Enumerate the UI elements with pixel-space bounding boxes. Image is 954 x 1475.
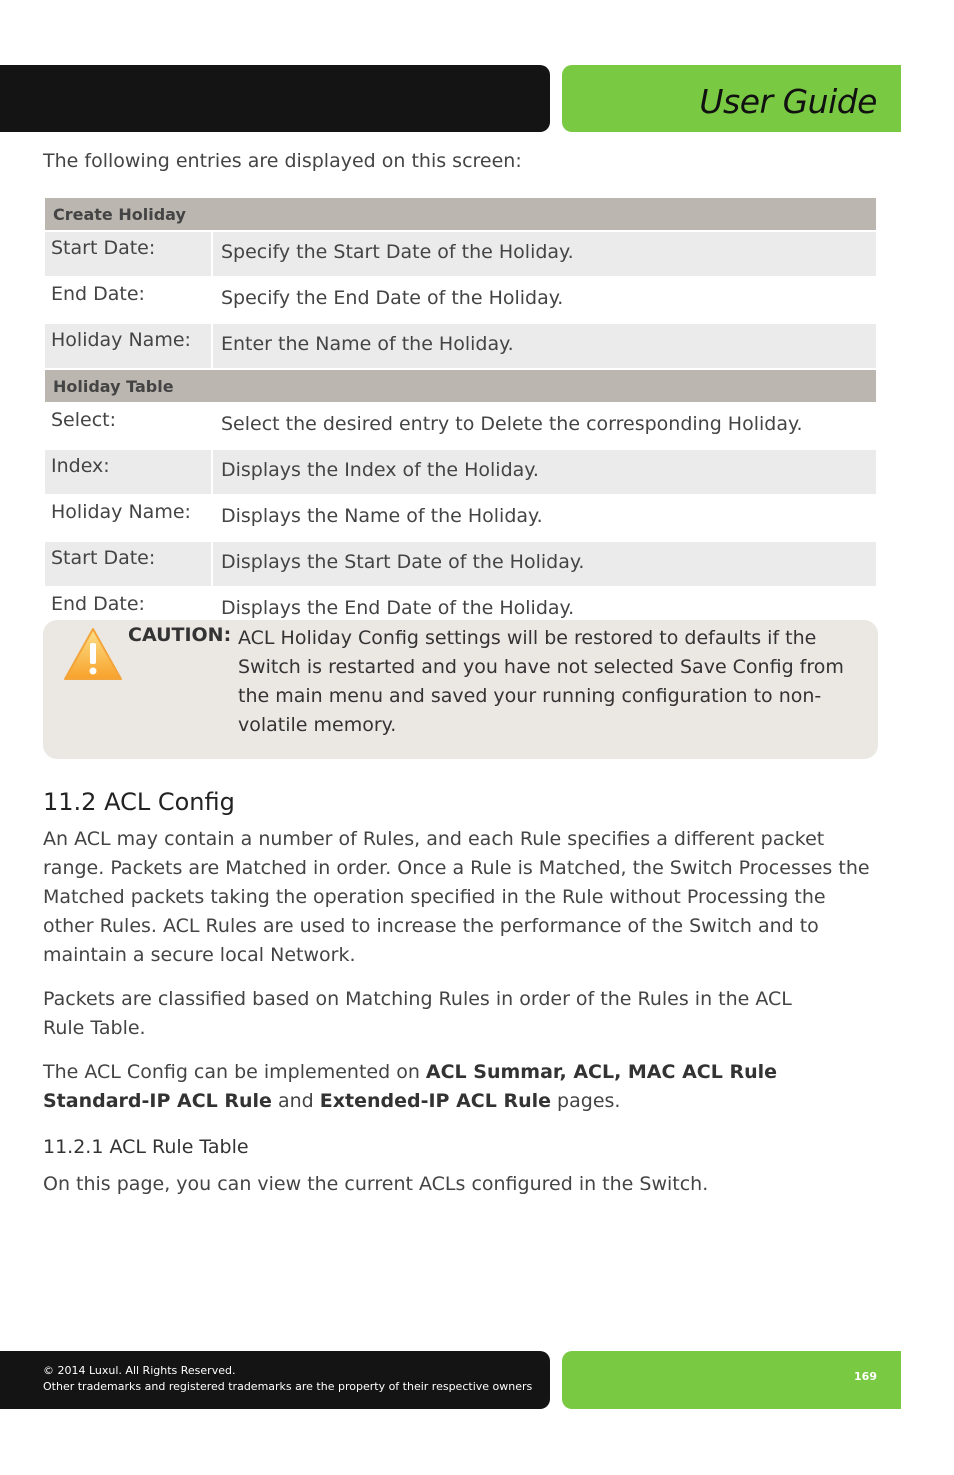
trademark-text: Other trademarks and registered trademarks are the property of their respective owners [43,1380,533,1393]
doc-title: User Guide [699,82,877,121]
table-row [45,232,876,276]
row-value: Select the desired entry to Delete the corresponding Holiday. [213,404,876,448]
page-number: 169 [854,1370,877,1383]
caution-text: ACL Holiday Config settings will be restored to defaults if the Switch is restarted and you have not selected Save Config from the main menu and saved your running configuration to non-volatile memory. [238,627,844,736]
footer-black-bar [0,1351,550,1409]
table-section-header [45,370,876,402]
section-label: Create Holiday [45,198,876,230]
footer-copyright [43,1363,532,1395]
row-key: End Date: [45,278,211,322]
row-key: Start Date: [45,542,211,586]
p3-bold-pages: ACL Summar, ACL, MAC ACL Rule Standard-IP ACL Rule [43,1061,777,1112]
p3-text-mid: and [271,1090,320,1112]
table-row [45,542,876,586]
section-paragraph-1: An ACL may contain a number of Rules, and each Rule specifies a different packet range. Packets are Matched in order. Once a Rule is Matched, the Switch Processes the Matched packets taking the operation specified in the Rule without Processing the other Rules. ACL Rules are used to increase the performance of the Switch and to maintain a secure local Network. [43,828,870,966]
table-row [45,450,876,494]
intro-text: The following entries are displayed on this screen: [43,150,522,172]
footer-green-bar [562,1351,901,1409]
caution-label: CAUTION: [128,624,232,646]
section-paragraph-2: Packets are classified based on Matching Rules in order of the Rules in the ACL Rule Table. [43,988,792,1039]
section-title: 11.2 ACL Config [43,788,235,816]
row-key: Holiday Name: [45,496,211,540]
row-value: Displays the Index of the Holiday. [213,450,876,494]
row-value: Enter the Name of the Holiday. [213,324,876,368]
warning-triangle-icon [62,626,124,682]
p3-text-pre: The ACL Config can be implemented on [43,1061,426,1083]
row-value: Displays the End Date of the Holiday. [213,588,876,632]
row-key: End Date: [45,588,211,632]
entries-table [43,196,878,634]
table-section-header [45,198,876,230]
table-row [45,496,876,540]
p3-bold-extended: Extended-IP ACL Rule [319,1090,552,1112]
row-key: Select: [45,404,211,448]
table-row [45,278,876,322]
caution-box [43,620,878,759]
row-key: Start Date: [45,232,211,276]
row-value: Displays the Name of the Holiday. [213,496,876,540]
p3-text-post: pages. [551,1090,621,1112]
row-key: Holiday Name: [45,324,211,368]
row-value: Specify the Start Date of the Holiday. [213,232,876,276]
table-row [45,404,876,448]
subsection-text: On this page, you can view the current ACLs configured in the Switch. [43,1173,709,1195]
header-black-bar [0,65,550,132]
row-value: Displays the Start Date of the Holiday. [213,542,876,586]
header-green-bar [562,65,901,132]
table-row [45,324,876,368]
section-paragraph-3 [43,1058,873,1116]
subsection-title: 11.2.1 ACL Rule Table [43,1136,249,1158]
section-label: Holiday Table [45,370,876,402]
copyright-text: © 2014 Luxul. All Rights Reserved. [43,1364,236,1377]
row-key: Index: [45,450,211,494]
row-value: Specify the End Date of the Holiday. [213,278,876,322]
